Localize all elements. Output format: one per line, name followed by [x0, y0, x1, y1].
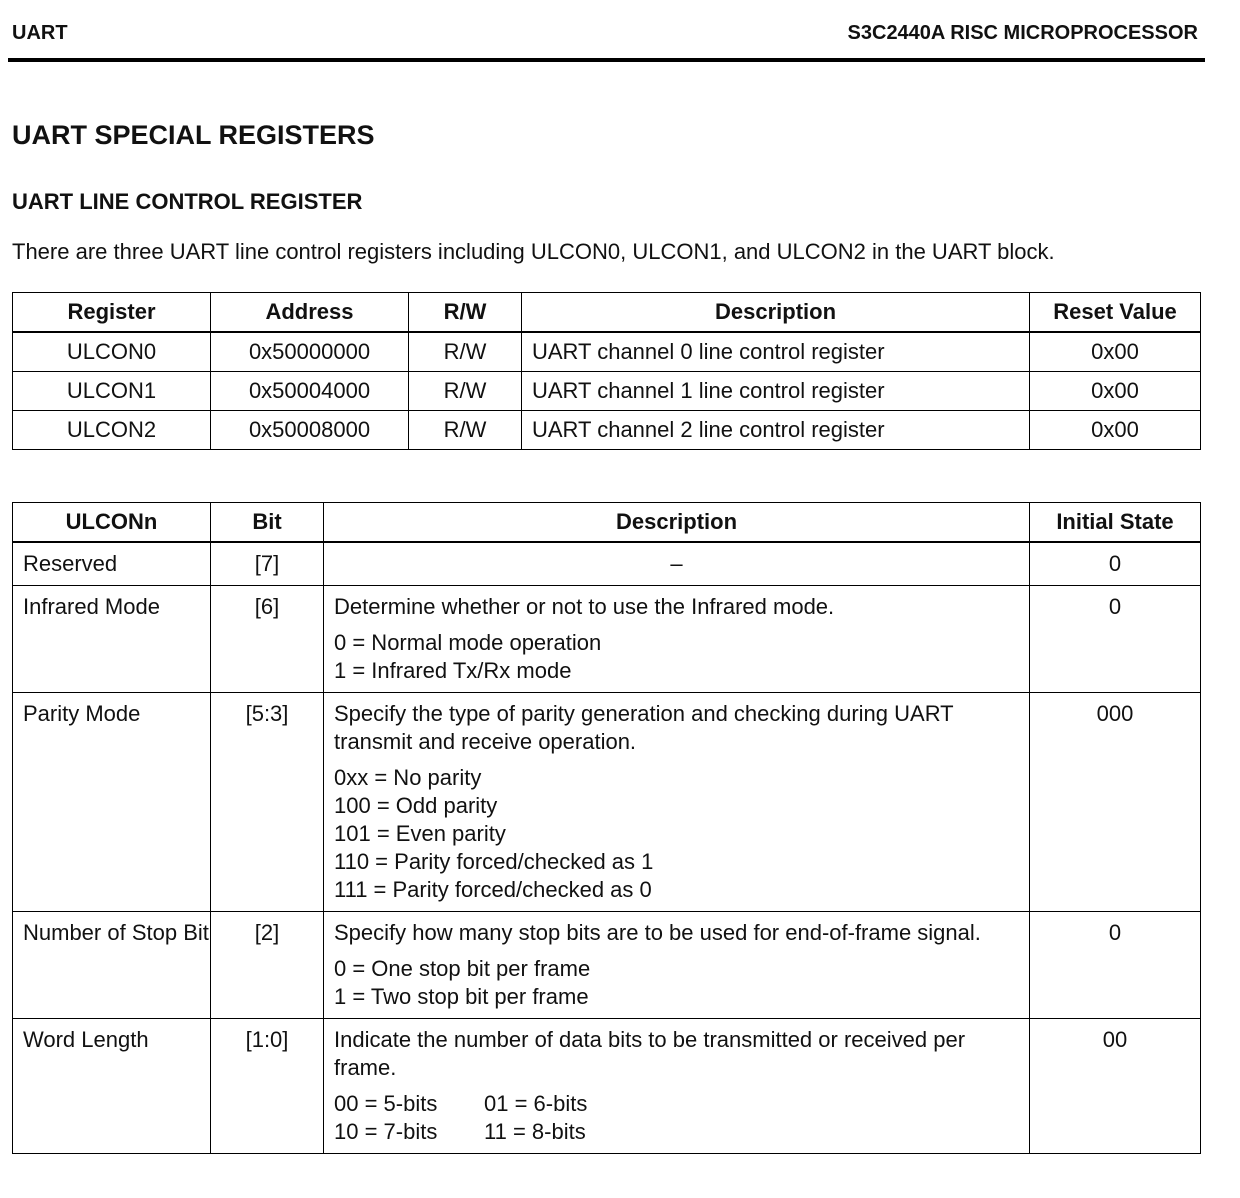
register-name: ULCON2 [13, 411, 211, 450]
section-title: UART SPECIAL REGISTERS [12, 120, 375, 150]
register-name: ULCON1 [13, 372, 211, 411]
register-reset-value: 0x00 [1030, 332, 1201, 372]
header-cell: Bit [211, 503, 324, 543]
header-rule [8, 58, 1205, 62]
field-option: 00 = 5-bits [334, 1091, 438, 1116]
header-cell: ULCONn [13, 503, 211, 543]
field-name: Word Length [13, 1019, 211, 1154]
field-bit: [1:0] [211, 1019, 324, 1154]
register-table [12, 292, 1201, 450]
field-options [334, 955, 1019, 1011]
field-option: 1 = Two stop bit per frame [334, 984, 589, 1009]
field-bit: [2] [211, 912, 324, 1019]
table-row [13, 332, 1201, 372]
field-initial-state: 0 [1030, 912, 1201, 1019]
field-option: 10 = 7-bits [334, 1119, 438, 1144]
table-row [13, 1019, 1201, 1154]
field-bit: [6] [211, 586, 324, 693]
field-description-text: Specify the type of parity generation and checking during UART transmit and receive operation. [334, 701, 954, 754]
field-description [324, 912, 1030, 1019]
field-option: 1 = Infrared Tx/Rx mode [334, 658, 572, 683]
field-description: – [324, 542, 1030, 586]
register-reset-value: 0x00 [1030, 372, 1201, 411]
field-description [324, 693, 1030, 912]
register-address: 0x50008000 [211, 411, 409, 450]
header-cell: Reset Value [1030, 293, 1201, 333]
field-description-text: Indicate the number of data bits to be transmitted or received per frame. [334, 1027, 966, 1080]
field-description-text: Determine whether or not to use the Infrared mode. [334, 594, 835, 619]
field-option: 0 = One stop bit per frame [334, 956, 591, 981]
field-option: 111 = Parity forced/checked as 0 [334, 877, 652, 902]
table-row [13, 372, 1201, 411]
header-cell: Description [324, 503, 1030, 543]
bit-table-header [13, 503, 1201, 543]
field-name: Infrared Mode [13, 586, 211, 693]
field-name: Reserved [13, 542, 211, 586]
field-option: 01 = 6-bits [484, 1091, 588, 1116]
register-name: ULCON0 [13, 332, 211, 372]
field-description [324, 1019, 1030, 1154]
page-header [12, 22, 1198, 46]
field-bit: [7] [211, 542, 324, 586]
field-name: Number of Stop Bit [13, 912, 211, 1019]
register-table-header [13, 293, 1201, 333]
field-bit: [5:3] [211, 693, 324, 912]
table-row [13, 411, 1201, 450]
register-description: UART channel 2 line control register [522, 411, 1030, 450]
field-description [324, 586, 1030, 693]
field-options [334, 764, 1019, 904]
field-initial-state: 000 [1030, 693, 1201, 912]
register-rw: R/W [409, 372, 522, 411]
field-initial-state: 0 [1030, 542, 1201, 586]
field-option: 110 = Parity forced/checked as 1 [334, 849, 654, 874]
register-rw: R/W [409, 411, 522, 450]
field-description-text: Specify how many stop bits are to be used for end-of-frame signal. [334, 920, 981, 945]
header-cell: Address [211, 293, 409, 333]
subsection-title: UART LINE CONTROL REGISTER [12, 189, 363, 214]
header-cell: Register [13, 293, 211, 333]
field-initial-state: 00 [1030, 1019, 1201, 1154]
header-left: UART [12, 22, 68, 44]
field-options [334, 1090, 1019, 1146]
field-name: Parity Mode [13, 693, 211, 912]
table-row [13, 693, 1201, 912]
table-row [13, 912, 1201, 1019]
table-row [13, 542, 1201, 586]
table-row [13, 586, 1201, 693]
intro-text: There are three UART line control registers including ULCON0, ULCON1, and ULCON2 in the UART block. [12, 239, 1055, 264]
register-address: 0x50000000 [211, 332, 409, 372]
field-initial-state: 0 [1030, 586, 1201, 693]
register-reset-value: 0x00 [1030, 411, 1201, 450]
header-right: S3C2440A RISC MICROPROCESSOR [847, 22, 1198, 44]
field-option: 0xx = No parity [334, 765, 482, 790]
field-option: 0 = Normal mode operation [334, 630, 602, 655]
field-option: 101 = Even parity [334, 821, 506, 846]
register-description: UART channel 1 line control register [522, 372, 1030, 411]
field-option: 11 = 8-bits [484, 1119, 586, 1144]
header-cell: Description [522, 293, 1030, 333]
register-rw: R/W [409, 332, 522, 372]
register-address: 0x50004000 [211, 372, 409, 411]
bit-field-table [12, 502, 1201, 1154]
header-cell: Initial State [1030, 503, 1201, 543]
field-options [334, 629, 1019, 685]
register-description: UART channel 0 line control register [522, 332, 1030, 372]
field-option: 100 = Odd parity [334, 793, 498, 818]
header-cell: R/W [409, 293, 522, 333]
